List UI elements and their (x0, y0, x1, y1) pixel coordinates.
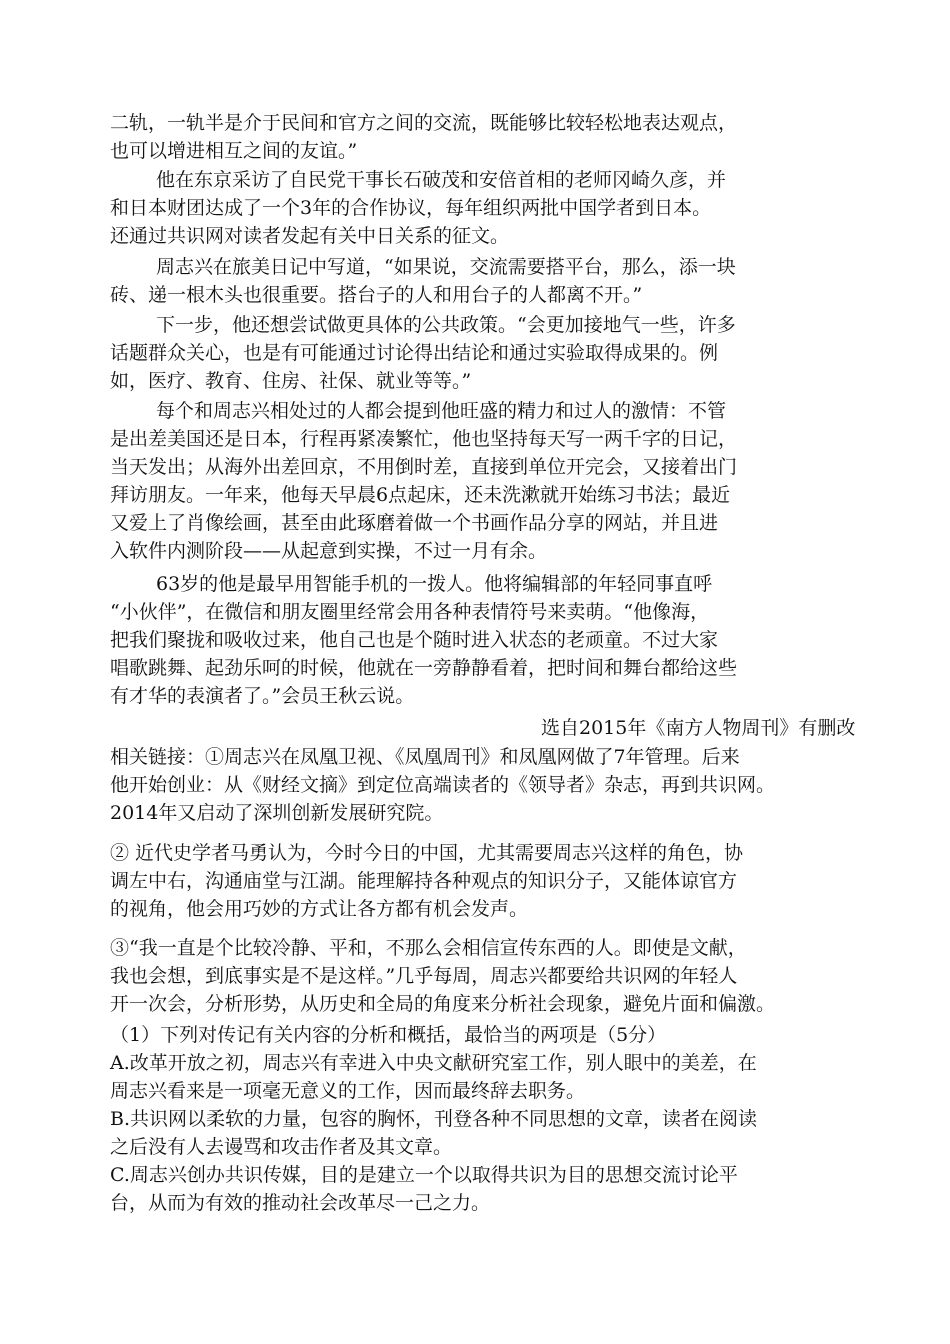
text-line: 如，医疗、教育、住房、社保、就业等等。” (110, 370, 472, 392)
text-line: ② 近代史学者马勇认为，今时今日的中国，尤其需要周志兴这样的角色，协 (110, 842, 744, 864)
text-line: 2014年又启动了深圳创新发展研究院。 (110, 802, 444, 824)
text-line: 的视角，他会用巧妙的方式让各方都有机会发声。 (110, 898, 529, 920)
text-line: 把我们聚拢和吸收过来，他自己也是个随时进入状态的老顽童。不过大家 (110, 629, 719, 651)
paragraph-1 (110, 109, 850, 165)
option-c-line: C.周志兴创办共识传媒，目的是建立一个以取得共识为目的思想交流讨论平 (110, 1164, 738, 1186)
related-link-1 (110, 743, 850, 827)
text-line: 每个和周志兴相处过的人都会提到他旺盛的精力和过人的激情：不管 (156, 400, 727, 422)
text-line: 当天发出；从海外出差回京，不用倒时差，直接到单位开完会，又接着出门 (110, 456, 738, 478)
question-block (110, 1021, 850, 1217)
paragraph-4 (110, 311, 850, 395)
text-line: 又爱上了肖像绘画，甚至由此琢磨着做一个书画作品分享的网站，并且进 (110, 512, 719, 534)
question-stem: （1）下列对传记有关内容的分析和概括，最恰当的两项是（5分） (110, 1024, 667, 1046)
text-line: 他在东京采访了自民党干事长石破茂和安倍首相的老师冈崎久彦，并 (156, 169, 727, 191)
text-line: 是出差美国还是日本，行程再紧凑繁忙，他也坚持每天写一两千字的日记， (110, 428, 738, 450)
text-line: 也可以增进相互之间的友谊。” (110, 140, 358, 162)
text-line: 下一步，他还想尝试做更具体的公共政策。“会更加接地气一些，许多 (156, 314, 736, 336)
text-line: 他开始创业：从《财经文摘》到定位高端读者的《领导者》杂志，再到共识网。 (110, 774, 776, 796)
text-line: 话题群众关心，也是有可能通过讨论得出结论和通过实验取得成果的。例 (110, 342, 719, 364)
related-link-2 (110, 839, 850, 923)
text-line: 周志兴在旅美日记中写道，“如果说，交流需要搭平台，那么，添一块 (156, 256, 736, 278)
text-line: 相关链接：①周志兴在凤凰卫视、《凤凰周刊》和凤凰网做了7年管理。后来 (110, 746, 740, 768)
paragraph-3 (110, 253, 850, 309)
option-a-line: A.改革开放之初，周志兴有幸进入中央文献研究室工作，别人眼中的美差，在 (110, 1052, 757, 1074)
text-line: 拜访朋友。一年来，他每天早晨6点起床，还未洗漱就开始练习书法；最近 (110, 484, 731, 506)
text-line: 和日本财团达成了一个3年的合作协议，每年组织两批中国学者到日本。 (110, 197, 712, 219)
text-line: 唱歌跳舞、起劲乐呵的时候，他就在一旁静静看着，把时间和舞台都给这些 (110, 657, 738, 679)
text-line: 开一次会，分析形势，从历史和全局的角度来分析社会现象，避免片面和偏激。 (110, 993, 776, 1015)
option-a-line: 周志兴看来是一项毫无意义的工作，因而最终辞去职务。 (110, 1080, 586, 1102)
text-line: 有才华的表演者了。”会员王秋云说。 (110, 685, 415, 707)
text-line: 我也会想，到底事实是不是这样。”几乎每周，周志兴都要给共识网的年轻人 (110, 965, 738, 987)
text-line: 二轨，一轨半是介于民间和官方之间的交流，既能够比较轻松地表达观点， (110, 112, 738, 134)
paragraph-5 (110, 397, 850, 565)
text-line: 调左中右，沟通庙堂与江湖。能理解持各种观点的知识分子，又能体谅官方 (110, 870, 738, 892)
text-line: ③“我一直是个比较冷静、平和，不那么会相信宣传东西的人。即使是文献， (110, 937, 747, 959)
option-b-line: 之后没有人去谩骂和攻击作者及其文章。 (110, 1136, 453, 1158)
text-line: 63岁的他是最早用智能手机的一拨人。他将编辑部的年轻同事直呼 (156, 573, 713, 595)
related-link-3 (110, 934, 850, 1018)
text-line: 入软件内测阶段——从起意到实操，不过一月有余。 (110, 540, 548, 562)
option-c-line: 台，从而为有效的推动社会改革尽一己之力。 (110, 1192, 491, 1214)
text-line: 还通过共识网对读者发起有关中日关系的征文。 (110, 225, 510, 247)
text-line: “小伙伴”，在微信和朋友圈里经常会用各种表情符号来卖萌。“他像海， (110, 601, 710, 623)
text-line: 砖、递一根木头也很重要。搭台子的人和用台子的人都离不开。” (110, 284, 643, 306)
source-note: 选自2015年《南方人物周刊》有删改 (541, 717, 856, 739)
option-b-line: B.共识网以柔软的力量，包容的胸怀，刊登各种不同思想的文章，读者在阅读 (110, 1108, 758, 1130)
paragraph-2 (110, 166, 850, 250)
paragraph-6 (110, 570, 850, 710)
